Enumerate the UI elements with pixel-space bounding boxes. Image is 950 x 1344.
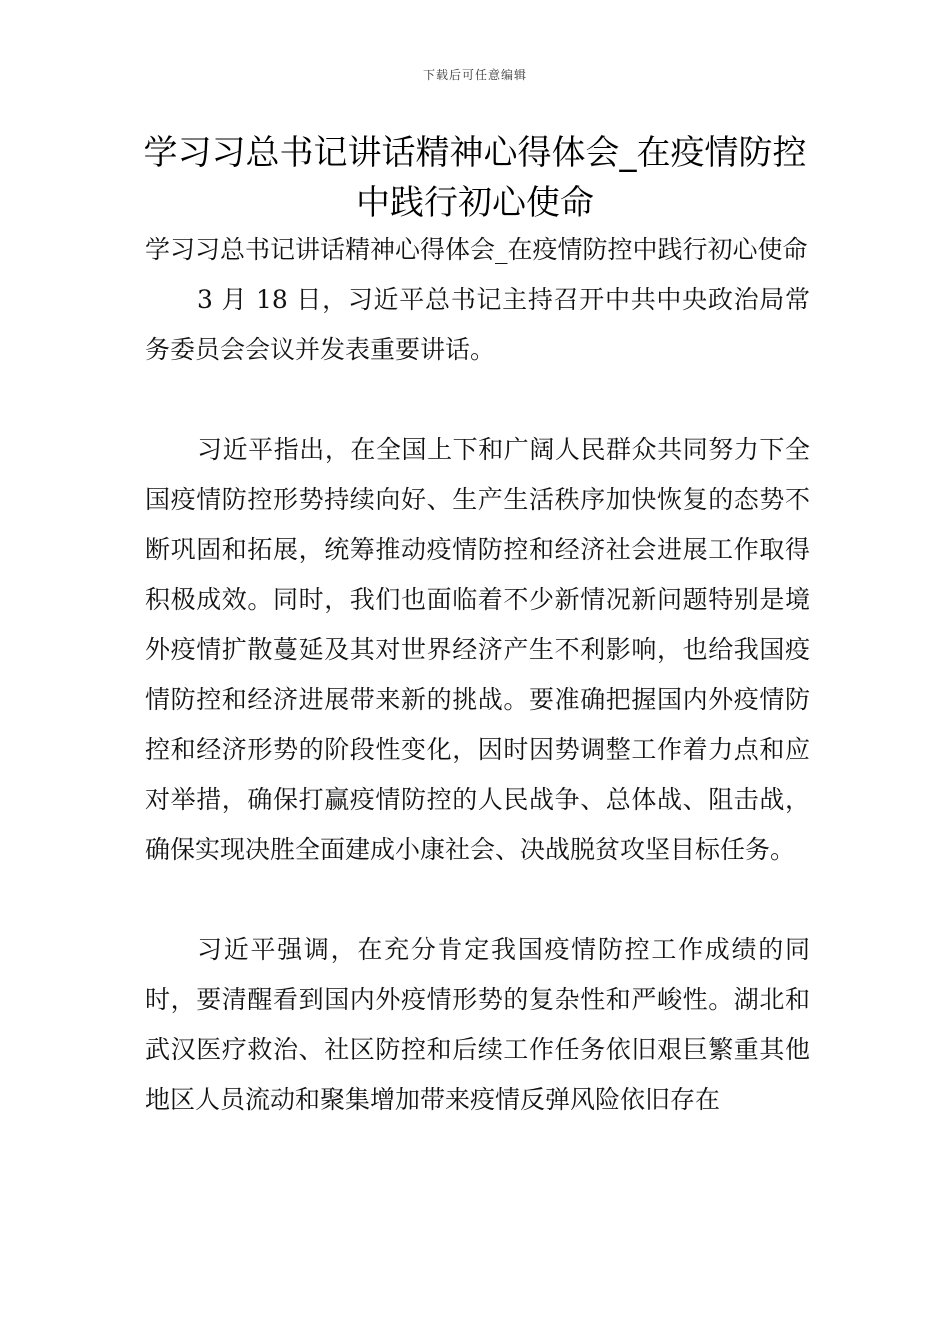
paragraph-spacer [145, 875, 810, 925]
document-subtitle: 学习习总书记讲话精神心得体会_在疫情防控中践行初心使命 [145, 235, 808, 264]
document-title: 学习习总书记讲话精神心得体会_在疫情防控中践行初心使命 [143, 133, 807, 223]
paragraph: 习近平强调，在充分肯定我国疫情防控工作成绩的同时，要清醒看到国内外疫情形势的复杂性和严峻性。湖北和武汉医疗救治、社区防控和后续工作任务依旧艰巨繁重其他地区人员流动和聚集增加带来疫情反弹风险依旧存在 [145, 935, 810, 1114]
paragraph: 3 月 18 日，习近平总书记主持召开中共中央政治局常务委员会会议并发表重要讲话。 [145, 285, 810, 364]
header-note: 下载后可任意编辑 [422, 68, 527, 82]
paragraph-spacer [145, 375, 810, 425]
paragraph: 习近平指出，在全国上下和广阔人民群众共同努力下全国疫情防控形势持续向好、生产生活秩序加快恢复的态势不断巩固和拓展，统筹推动疫情防控和经济社会进展工作取得积极成效。同时，我们也面临着不少新情况新问题特别是境外疫情扩散蔓延及其对世界经济产生不利影响，也给我国疫情防控和经济进展带来新的挑战。要准确把握国内外疫情防控和经济形势的阶段性变化，因时因势调整工作着力点和应对举措，确保打赢疫情防控的人民战争、总体战、阻击战，确保实现决胜全面建成小康社会、决战脱贫攻坚目标任务。 [145, 435, 810, 864]
document-body [145, 225, 810, 1125]
